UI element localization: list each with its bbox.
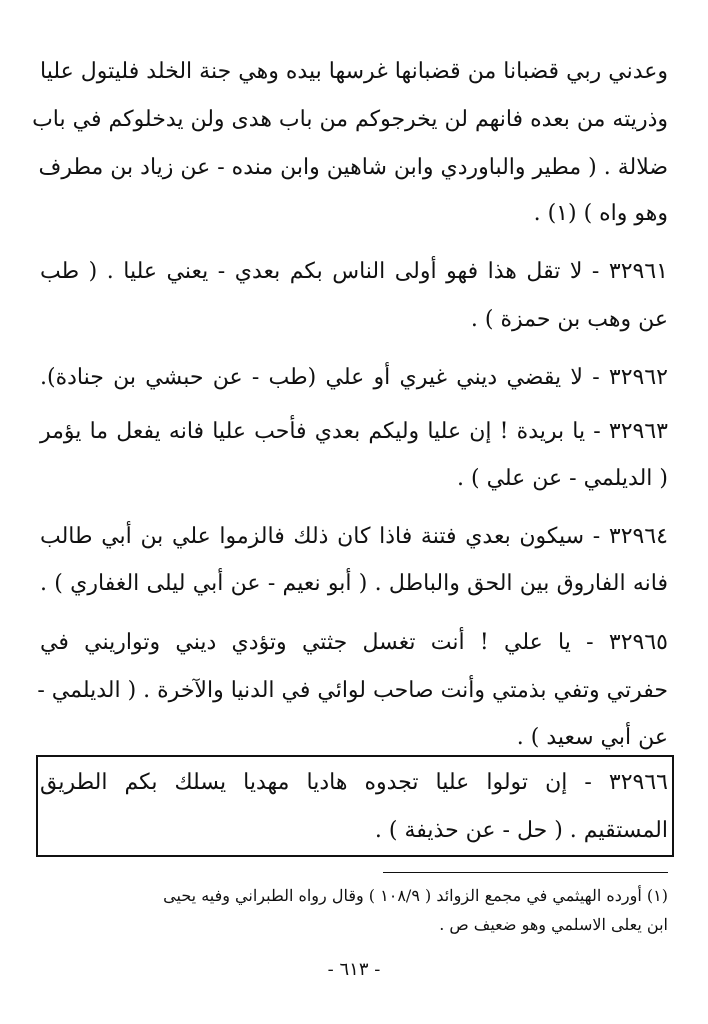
text-line: وعدني ربي قضبانا من قضبانها غرسها بيده وهي جنة الخلد فليتول عليا: [40, 59, 668, 84]
hadith-32962-line: ٣٢٩٦٢ - لا يقضي ديني غيري أو علي (طب - عن حبشي بن جنادة).: [40, 365, 668, 390]
footnote-line: ابن يعلى الاسلمي وهو ضعيف ص .: [439, 915, 668, 934]
hadith-32966-line: ٣٢٩٦٦ - إن تولوا عليا تجدوه هاديا مهديا يسلك بكم الطريق: [40, 770, 668, 795]
text-line: ضلالة . ( مطير والباوردي وابن شاهين وابن منده - عن زياد بن مطرف: [38, 155, 668, 180]
text-line: عن أبي سعيد ) .: [516, 725, 668, 750]
hadith-32961-line: ٣٢٩٦١ - لا تقل هذا فهو أولى الناس بكم بعدي - يعني عليا . ( طب: [40, 259, 668, 284]
footnote-line: (١) أورده الهيثمي في مجمع الزوائد ( ١٠٨/٩ ) وقال رواه الطبراني وفيه يحيى: [163, 886, 668, 905]
text-line: فانه الفاروق بين الحق والباطل . ( أبو نعيم - عن أبي ليلى الغفاري ) .: [40, 571, 668, 596]
text-line: عن وهب بن حمزة ) .: [470, 307, 668, 332]
hadith-32965-line: ٣٢٩٦٥ - يا علي ! أنت تغسل جثتي وتؤدي ديني وتواريني في: [40, 630, 668, 655]
hadith-32963-line: ٣٢٩٦٣ - يا بريدة ! إن عليا وليكم بعدي فأحب عليا فانه يفعل ما يؤمر: [40, 419, 668, 444]
text-line: وهو واه ) (١) .: [533, 201, 668, 226]
page-number: - ٦١٣ -: [327, 959, 381, 980]
text-line: المستقيم . ( حل - عن حذيفة ) .: [374, 818, 668, 843]
text-line: ( الديلمي - عن علي ) .: [457, 466, 668, 491]
hadith-32964-line: ٣٢٩٦٤ - سيكون بعدي فتنة فاذا كان ذلك فالزموا علي بن أبي طالب: [40, 524, 668, 549]
text-line: وذريته من بعده فانهم لن يخرجوكم من باب هدى ولن يدخلوكم في باب: [32, 107, 668, 132]
footnote-rule: [383, 872, 668, 873]
text-line: حفرتي وتفي بذمتي وأنت صاحب لوائي في الدنيا والآخرة . ( الديلمي -: [37, 678, 668, 703]
